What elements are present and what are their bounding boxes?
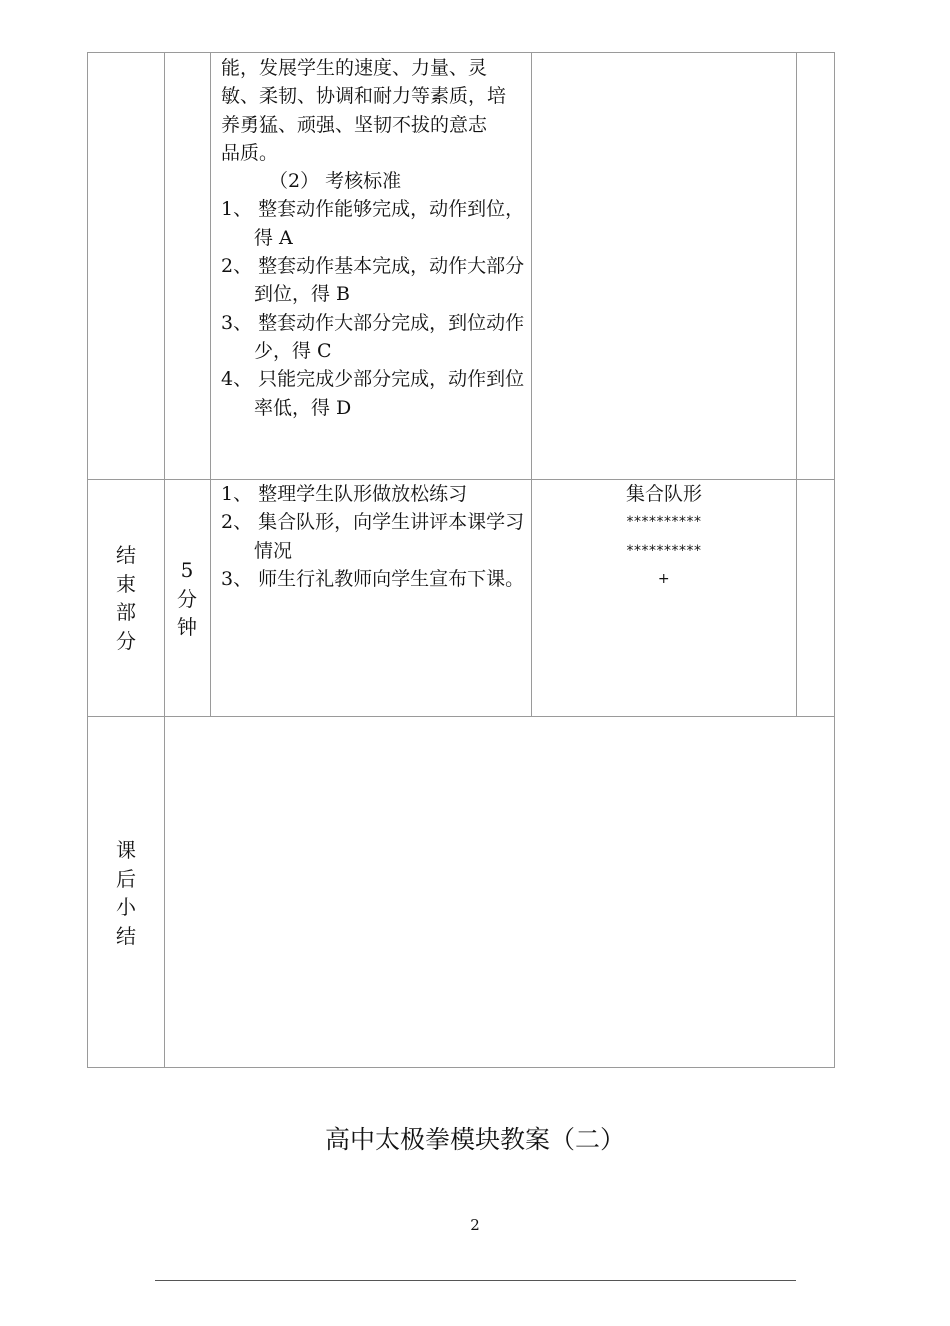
criteria-item: 2、 整套动作基本完成，动作大部分到位，得 B [221,255,525,306]
section-time-ending: 5 分 钟 [177,558,197,639]
content-line: 能，发展学生的速度、力量、灵 [221,57,488,79]
table-col-divider-3 [531,52,532,717]
content-line: 品质。 [221,141,279,164]
table-border-bottom [87,1067,835,1068]
criteria-item: 1、 整套动作能够完成，动作到位，得 A [221,198,525,249]
table-col-divider-2 [210,52,211,717]
table-border-right [834,52,835,1068]
section2-steps [221,480,525,593]
content-line: 养勇猛、顽强、坚韧不拔的意志 [221,113,488,136]
section-label-summary: 课 后 小 结 [116,838,136,948]
teacher-position-mark: + [657,570,671,587]
criteria-item: 3、 整套动作大部分完成，到位动作少，得 C [221,311,525,362]
table-border-left [87,52,88,1068]
formation-diagram [532,480,796,593]
formation-row: ********** [626,542,702,559]
table-col-divider-4 [796,52,797,717]
criteria-item: 4、 只能完成少部分完成，动作到位率低，得 D [221,368,525,419]
document-title: 高中太极拳模块教案（二） [324,1125,625,1154]
formation-row: ********** [626,514,702,531]
page-number: 2 [470,1216,480,1234]
step-item: 1、 整理学生队形做放松练习 [221,483,468,505]
criteria-heading: （2） 考核标准 [269,170,402,193]
content-line: 敏、柔韧、协调和耐力等素质，培 [221,85,507,108]
footer-rule [155,1280,796,1281]
step-item: 3、 师生行礼教师向学生宣布下课。 [221,567,525,590]
section1-content [221,54,525,422]
table-border-top [87,52,835,53]
section-label-ending: 结 束 部 分 [116,543,136,653]
step-item: 2、 集合队形，向学生讲评本课学习情况 [221,511,525,562]
table-col-divider-1 [164,52,165,1068]
formation-title: 集合队形 [625,483,702,505]
table-row-divider-2 [87,716,835,717]
